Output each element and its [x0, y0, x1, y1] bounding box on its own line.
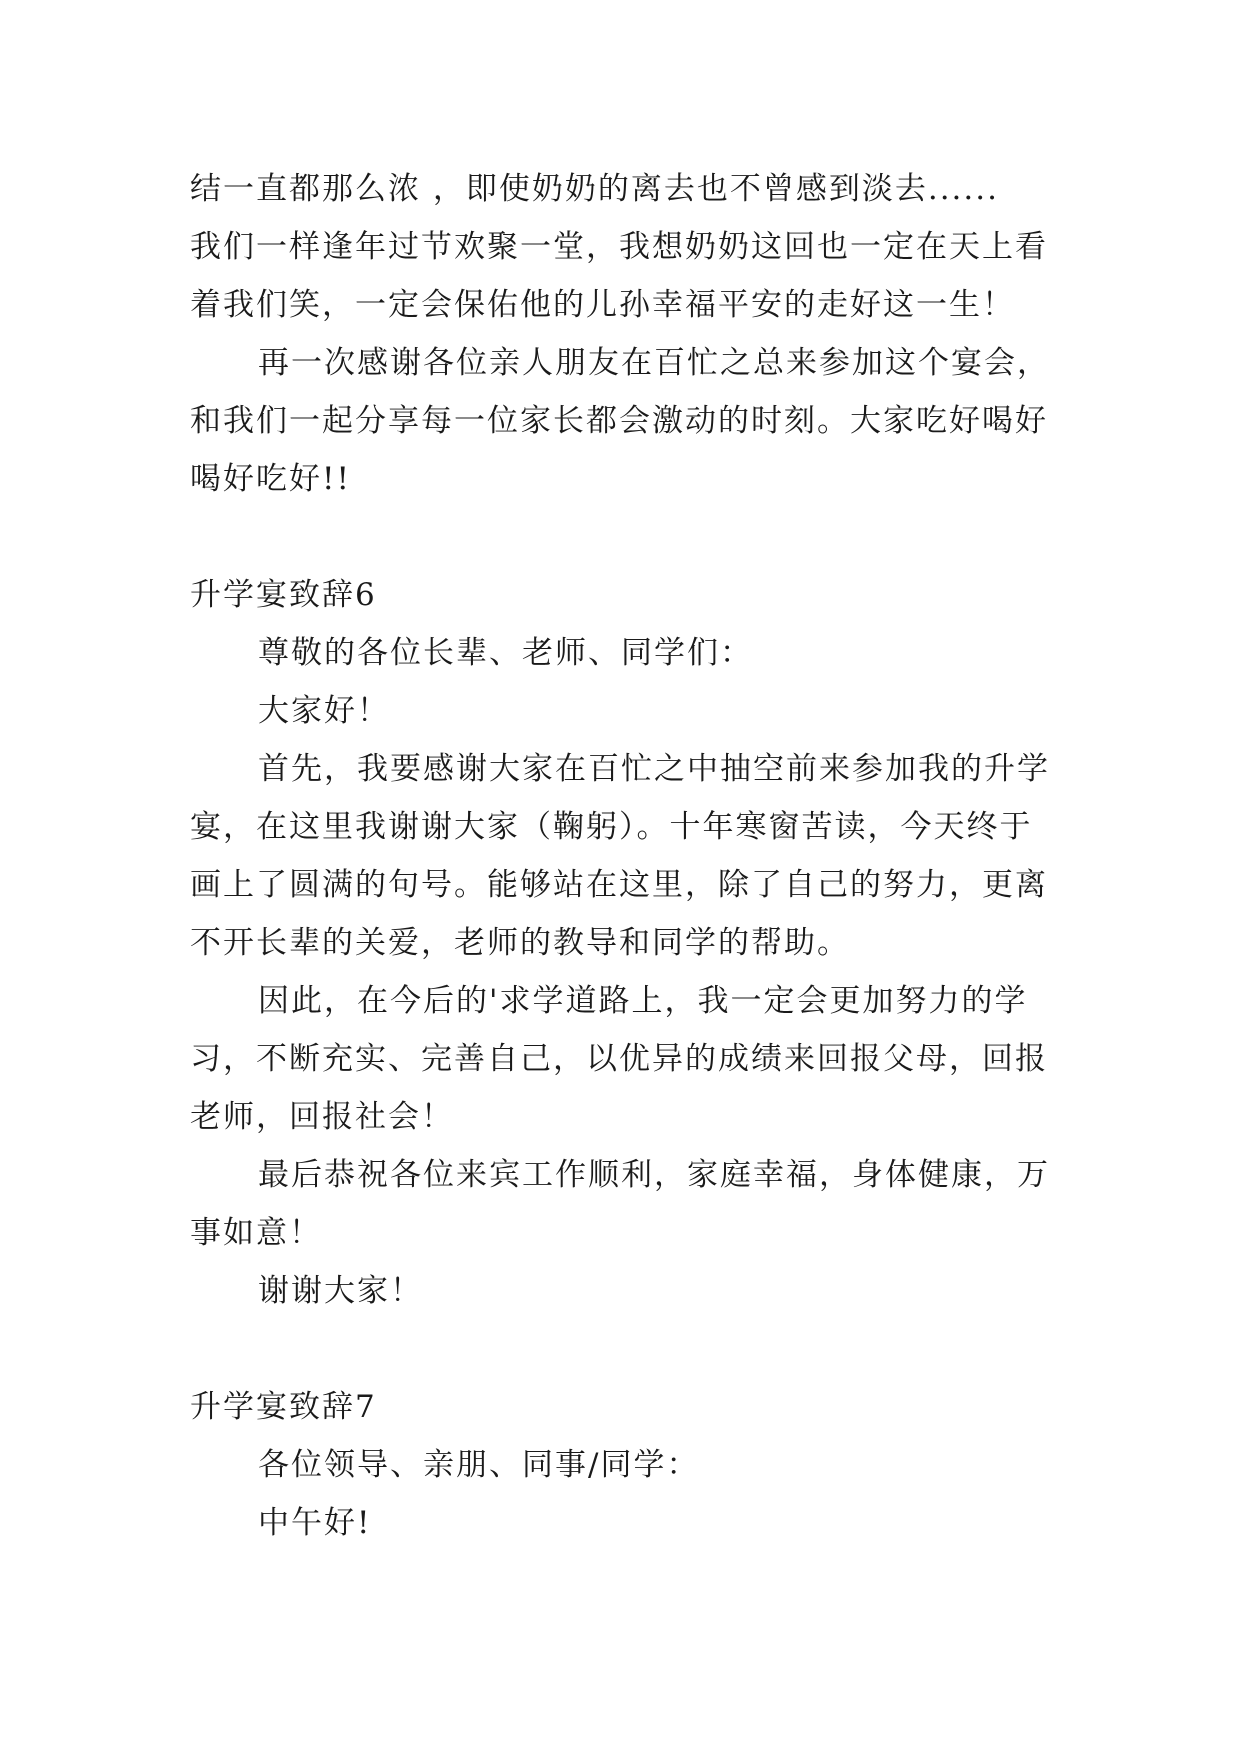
text-line: 着我们笑，一定会保佑他的儿孙幸福平安的走好这一生！	[190, 287, 1015, 323]
text-line: 喝好吃好!!	[190, 461, 351, 497]
document-page	[190, 160, 1050, 1552]
text-line: 首先，我要感谢大家在百忙之中抽空前来参加我的升学	[258, 751, 1050, 787]
text-line: 结一直都那么浓 ，即使奶奶的离去也不曾感到淡去......	[190, 171, 999, 207]
text-line: 最后恭祝各位来宾工作顺利，家庭幸福，身体健康，万	[258, 1157, 1050, 1193]
paragraph	[190, 972, 1050, 1146]
text-line: 老师，回报社会！	[190, 1099, 454, 1135]
salutation: 各位领导、亲朋、同事/同学：	[258, 1447, 700, 1483]
paragraph-closing-memory	[190, 160, 1050, 334]
paragraph	[190, 1146, 1050, 1262]
closing-thanks: 谢谢大家！	[258, 1273, 423, 1309]
paragraph-closing-thanks	[190, 334, 1050, 508]
greeting-line: 中午好!	[258, 1505, 372, 1541]
text-line: 画上了圆满的句号。能够站在这里，除了自己的努力，更离	[190, 867, 1048, 903]
section-gap	[190, 508, 1050, 566]
text-line: 因此，在今后的'求学道路上，我一定会更加努力的学	[258, 983, 1028, 1019]
paragraph	[190, 740, 1050, 972]
text-line: 不开长辈的关爱，老师的教导和同学的帮助。	[190, 925, 850, 961]
text-line: 和我们一起分享每一位家长都会激动的时刻。大家吃好喝好	[190, 403, 1048, 439]
text-line: 宴，在这里我谢谢大家（鞠躬）。十年寒窗苦读，今天终于	[190, 809, 1033, 845]
speech-section-6	[190, 566, 1050, 1320]
text-line: 事如意！	[190, 1215, 322, 1251]
text-line: 我们一样逢年过节欢聚一堂，我想奶奶这回也一定在天上看	[190, 229, 1048, 265]
text-line: 再一次感谢各位亲人朋友在百忙之总来参加这个宴会，	[258, 345, 1050, 381]
text-line: 习，不断充实、完善自己，以优异的成绩来回报父母，回报	[190, 1041, 1048, 1077]
section-gap	[190, 1320, 1050, 1378]
salutation: 尊敬的各位长辈、老师、同学们：	[258, 635, 753, 671]
greeting-line: 大家好！	[258, 693, 390, 729]
section-heading: 升学宴致辞6	[190, 577, 377, 613]
section-heading: 升学宴致辞7	[190, 1389, 377, 1425]
speech-section-7	[190, 1378, 1050, 1552]
